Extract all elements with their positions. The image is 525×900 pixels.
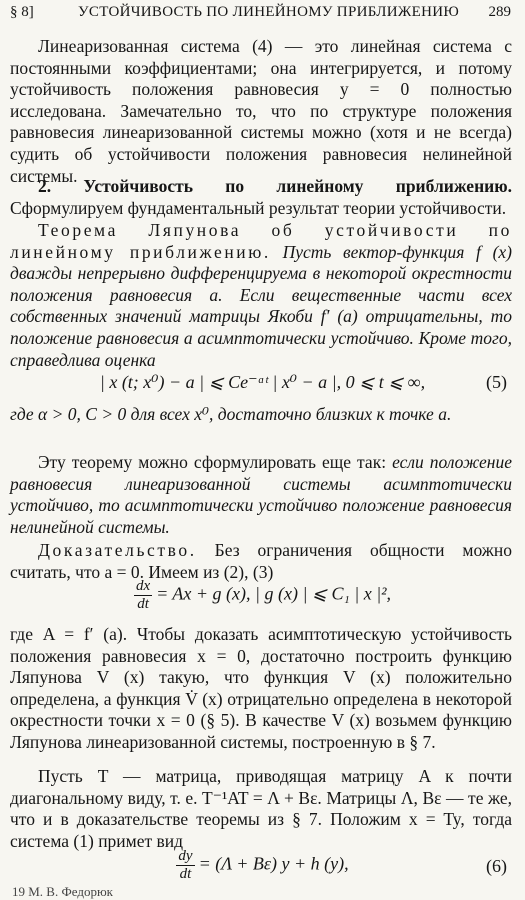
fraction-numerator: dy bbox=[178, 848, 193, 864]
reformulation-statement: если положение равновесия линеаризованной системы асимптотически устойчиво, то асимптотически устойчиво положение равновесия нелинейной системы. bbox=[10, 452, 512, 537]
fraction-denominator: dt bbox=[179, 866, 192, 882]
section-2-heading: 2. Устойчивость по линейному приближению. bbox=[38, 176, 512, 196]
section-2-paragraph bbox=[10, 176, 512, 219]
reformulation-intro: Эту теорему можно сформулировать еще так: bbox=[38, 452, 393, 472]
dxdt-fraction bbox=[134, 578, 152, 613]
section-ref: § 8] bbox=[10, 4, 34, 20]
theorem-label: Теорема Ляпунова об устойчивости по линейному приближению. bbox=[10, 220, 512, 262]
fraction-numerator: dx bbox=[135, 578, 151, 594]
section-2-text: Сформулируем фундаментальный результат теории устойчивости. bbox=[10, 197, 507, 218]
page-number: 289 bbox=[488, 4, 511, 20]
fraction-denominator: dt bbox=[137, 596, 149, 612]
paragraph-matrix-t: Пусть T — матрица, приводящая матрицу A к почти диагональному виду, т. е. T⁻¹AT = Λ + Bε. Матрицы Λ, Bε — те же, что и в доказательстве теоремы из § 7. Положим x = Ty, тогда система (1) примет вид bbox=[10, 766, 512, 851]
proof-text: Без ограничения общности можно считать, что a = 0. Имеем из (2), (3) bbox=[10, 540, 512, 582]
paragraph-lyapunov-function: где A = f′ (a). Чтобы доказать асимптотическую устойчивость положения равновесия x = 0, достаточно построить функцию Ляпунова V (x) такую, что функция V (x) положительно определена, а функция V̇ (x) отрицательно определена в некоторой окрестности точки x = 0 (§ 5). В качестве V (x) возьмем функцию Ляпунова линеаризованной системы, построенную в § 7. bbox=[10, 624, 512, 752]
equation-5: | x (t; x⁰) − a | ⩽ Ce⁻ᵅᵗ | x⁰ − a |, 0 ⩽ t ⩽ ∞, bbox=[99, 372, 426, 392]
equation-system-rhs: = Ax + g (x), | g (x) | ⩽ C₁ | x |², bbox=[156, 583, 392, 604]
page-header bbox=[10, 4, 511, 26]
theorem-text: Пусть вектор-функция f (x) дважды непрерывно дифференцируема в некоторой окрестности положения равновесия a. Если вещественные части всех собственных значений матрицы Якоби f′ (a) отрицательны, то положение равновесия a асимптотически устойчиво. Кроме того, справедлива оценка bbox=[10, 241, 512, 370]
equation-6-number: (6) bbox=[486, 856, 507, 876]
running-title: УСТОЙЧИВОСТЬ ПО ЛИНЕЙНОМУ ПРИБЛИЖЕНИЮ bbox=[78, 4, 460, 20]
equation-6 bbox=[0, 848, 525, 883]
proof-label: Доказательство. bbox=[38, 540, 197, 560]
paragraph-linearized-system: Линеаризованная система (4) — это линейная система с постоянными коэффициентами; она интегрируется, и потому устойчивость положения равновесия y = 0 полностью исследована. Замечательно то, что по структуре положения равновесия линеаризованной системы можно (хотя и не всегда) судить об устойчивости положения равновесия нелинейной системы. bbox=[10, 36, 512, 186]
equation-6-rhs: = (Λ + Bε) y + h (y), bbox=[198, 853, 349, 874]
paragraph-reformulation bbox=[10, 452, 512, 538]
dydt-fraction bbox=[176, 848, 194, 883]
equation-system bbox=[0, 578, 525, 613]
estimate-conditions: где α > 0, C > 0 для всех x⁰, достаточно близких к точке a. bbox=[10, 404, 452, 424]
theorem-paragraph bbox=[10, 220, 512, 371]
equation-5-number: (5) bbox=[486, 372, 507, 392]
proof-paragraph bbox=[10, 540, 512, 583]
footer-signature: 19 М. В. Федорюк bbox=[12, 884, 113, 899]
